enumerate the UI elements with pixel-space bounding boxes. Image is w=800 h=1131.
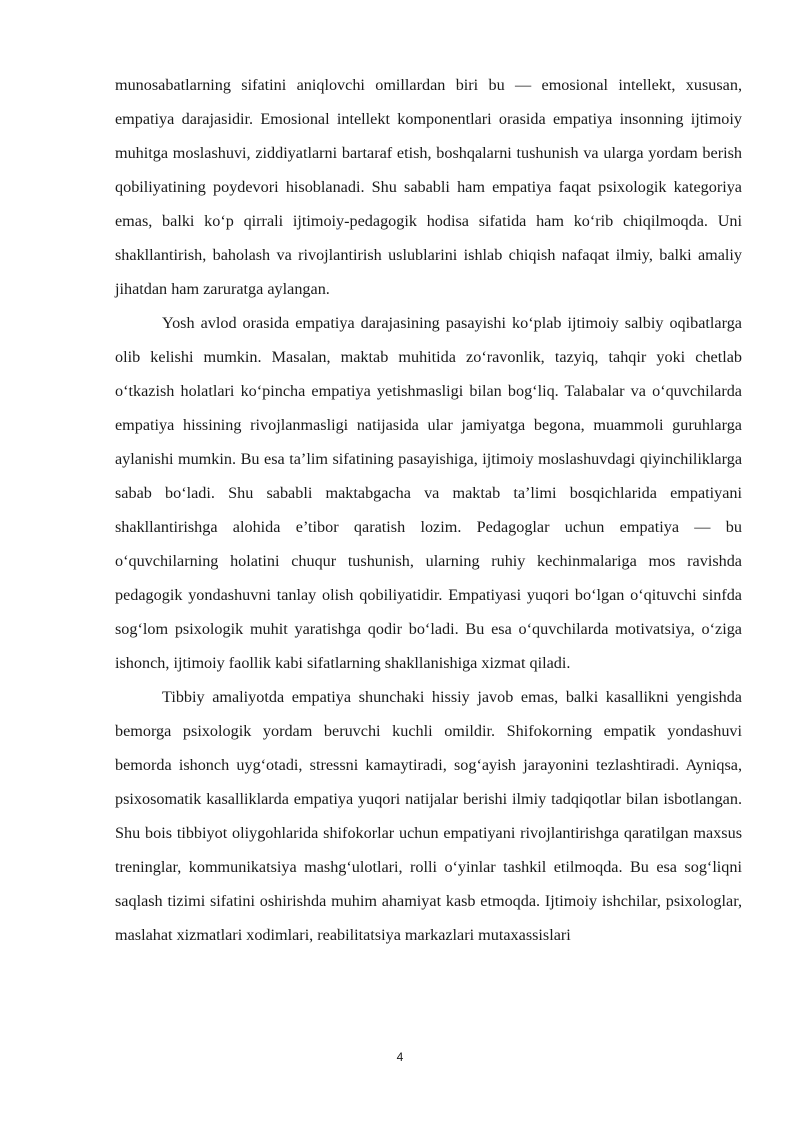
body-text xyxy=(115,68,742,952)
paragraph-continuation: munosabatlarning sifatini aniqlovchi omillardan biri bu — emosional intellekt, xususan, empatiya darajasidir. Emosional intellekt komponentlari orasida empatiya insonning ijtimoiy muhitga moslashuvi, ziddiyatlarni bartaraf etish, boshqalarni tushunish va ularga yordam berish qobiliyatining poydevori hisoblanadi. Shu sababli ham empatiya faqat psixologik kategoriya emas, balki ko‘p qirrali ijtimoiy-pedagogik hodisa sifatida ham ko‘rib chiqilmoqda. Uni shakllantirish, baholash va rivojlantirish uslublarini ishlab chiqish nafaqat ilmiy, balki amaliy jihatdan ham zaruratga aylangan. xyxy=(115,76,742,298)
paragraph-youth-empathy: Yosh avlod orasida empatiya darajasining pasayishi ko‘plab ijtimoiy salbiy oqibatlarga olib kelishi mumkin. Masalan, maktab muhitida zo‘ravonlik, tazyiq, tahqir yoki chetlab o‘tkazish holatlari ko‘pincha empatiya yetishmasligi bilan bog‘liq. Talabalar va o‘quvchilarda empatiya hissining rivojlanmasligi natijasida ular jamiyatga begona, muammoli guruhlarga aylanishi mumkin. Bu esa ta’lim sifatining pasayishiga, ijtimoiy moslashuvdagi qiyinchiliklarga sabab bo‘ladi. Shu sababli maktabgacha va maktab ta’limi bosqichlarida empatiyani shakllantirishga alohida e’tibor qaratish lozim. Pedagoglar uchun empatiya — bu o‘quvchilarning holatini chuqur tushunish, ularning ruhiy kechinmalariga mos ravishda pedagogik yondashuvni tanlay olish qobiliyatidir. Empatiyasi yuqori bo‘lgan o‘qituvchi sinfda sog‘lom psixologik muhit yaratishga qodir bo‘ladi. Bu esa o‘quvchilarda motivatsiya, o‘ziga ishonch, ijtimoiy faollik kabi sifatlarning shakllanishiga xizmat qiladi. xyxy=(115,314,742,672)
page-number: 4 xyxy=(396,1050,404,1064)
paragraph-medical-empathy: Tibbiy amaliyotda empatiya shunchaki hissiy javob emas, balki kasallikni yengishda bemorga psixologik yordam beruvchi kuchli omildir. Shifokorning empatik yondashuvi bemorda ishonch uyg‘otadi, stressni kamaytiradi, sog‘ayish jarayonini tezlashtiradi. Ayniqsa, psixosomatik kasalliklarda empatiya yuqori natijalar berishi ilmiy tadqiqotlar bilan isbotlangan. Shu bois tibbiyot oliygohlarida shifokorlar uchun empatiyani rivojlantirishga qaratilgan maxsus treninglar, kommunikatsiya mashg‘ulotlari, rolli o‘yinlar tashkil etilmoqda. Bu esa sog‘liqni saqlash tizimi sifatini oshirishda muhim ahamiyat kasb etmoqda. Ijtimoiy ishchilar, psixologlar, maslahat xizmatlari xodimlari, reabilitatsiya markazlari mutaxassislari xyxy=(115,688,742,944)
